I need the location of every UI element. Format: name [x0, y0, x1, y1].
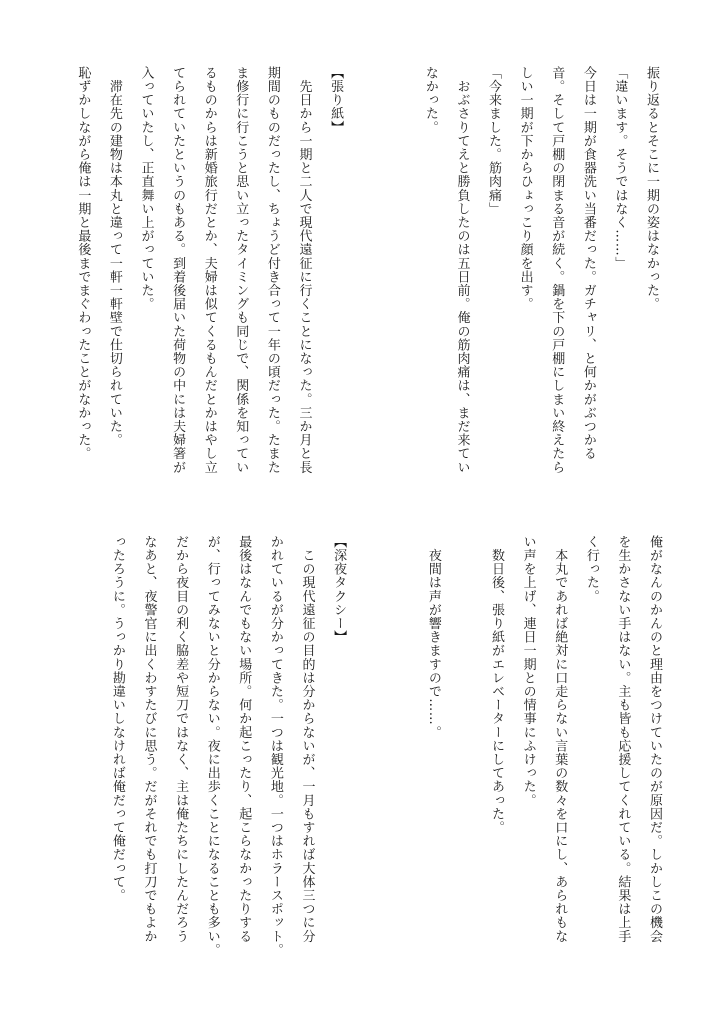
text-line: るものからは新婚旅行だとか、夫婦は似てくるもんだとかはやし立	[201, 66, 217, 474]
text-line: 俺がなんのかんのと理由をつけていたのが原因だ。しかしこの機会	[647, 535, 662, 943]
text-line: なかった。	[422, 66, 438, 134]
text-line: 先日から一期と二人で現代遠征に行くことになった。三か月と長	[296, 66, 312, 474]
text-line: く行った。	[583, 535, 599, 603]
text-line: を生かさない手はない。主も皆も応援してくれている。結果は上手	[615, 535, 631, 943]
text-line: 期間のものだったし、ちょうど付き合って一年の頃だった。たまた	[264, 66, 280, 474]
blank-line	[383, 66, 415, 506]
text-line: かれているが分かってきた。一つは観光地。一つはホラースポット。	[267, 535, 283, 957]
text-line: 入っていたし、正直舞い上がっていた。	[138, 66, 154, 311]
text-line: 夜間は声が響きますので……。	[425, 535, 441, 739]
blank-line	[354, 535, 386, 985]
text-line: 滞在先の建物は本丸と違って一軒一軒壁で仕切られていた。	[106, 66, 122, 447]
text-line: 今日は一期が食器洗い当番だった。ガチャリ、と何かがぶつかる	[580, 66, 596, 461]
text-line: ま修行に行こうと思い立ったタイミングも同じで、関係を知ってい	[233, 66, 249, 474]
text-line: 最後はなんでもない場所。何か起こったり、起こらなかったりする	[236, 535, 252, 943]
section-heading: 【深夜タクシー】	[331, 535, 347, 644]
blank-line	[449, 535, 481, 985]
text-line: てられていたというのもある。到着後届いた荷物の中には夫婦箸が	[170, 66, 186, 474]
text-line: 振り返るとそこに一期の姿はなかった。	[644, 66, 659, 311]
text-line: しい一期が下からひょっこり顔を出す。	[517, 66, 533, 311]
text-line: が、行ってみないと分からない。夜に出歩くことになることも多い。	[204, 535, 220, 957]
upper-text-block	[67, 66, 667, 506]
section-heading: 【張り紙】	[328, 66, 344, 134]
blank-line	[386, 535, 418, 985]
text-line: 音。そして戸棚の閉まる音が続く。鍋を下の戸棚にしまい終えたら	[549, 66, 565, 474]
text-line: い声を上げ、連日一期との情事にふけった。	[520, 535, 536, 807]
blank-line	[351, 66, 383, 506]
text-line: この現代遠征の目的は分からないが、一月もすれば大体三つに分	[299, 535, 315, 943]
text-line: 本丸であれば絶対に口走らない言葉の数々を口にし、あられもな	[552, 535, 568, 943]
text-line: だから夜目の利く脇差や短刀ではなく、主は俺たちにしたんだろう	[173, 535, 189, 943]
text-line: 「今来ました。筋肉痛」	[486, 66, 502, 216]
text-line: おぶさりてえと勝負したのは五日前。俺の筋肉痛は、まだ来てい	[454, 66, 470, 474]
text-line: 数日後、張り紙がエレベーターにしてあった。	[489, 535, 505, 835]
text-line: 「違います。そうではなく……」	[612, 66, 628, 270]
text-line: 恥ずかしながら俺は一期と最後までまぐわったことがなかった。	[75, 66, 91, 461]
text-line: なあと、夜警官に出くわすたびに思う。だがそれでも打刀でもよか	[141, 535, 157, 943]
text-line: ったろうに。うっかり勘違いしなければ俺だって俺だって。	[109, 535, 125, 903]
lower-text-block	[101, 535, 670, 985]
